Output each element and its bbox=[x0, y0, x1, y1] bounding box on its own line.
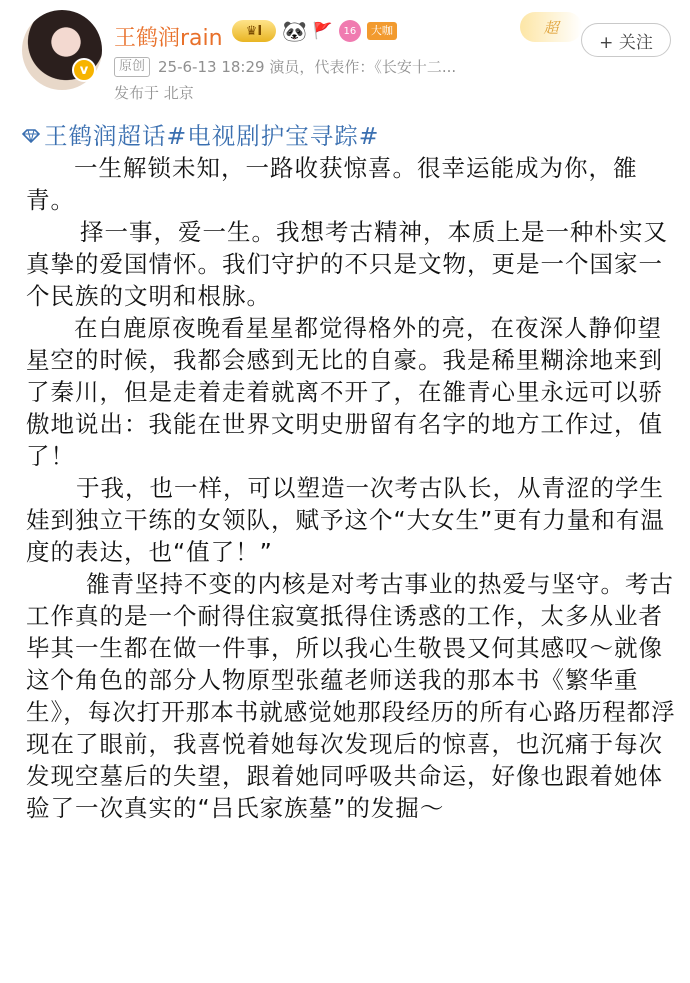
big-influencer-badge[interactable]: 大咖 bbox=[367, 22, 397, 40]
post-header bbox=[0, 0, 690, 112]
post-paragraph: 择一事，爱一生。我想考古精神，本质上是一种朴实又真挚的爱国情怀。我们守护的不只是文物，更是一个国家一个民族的文明和根脉。 bbox=[26, 218, 668, 310]
level-icon[interactable]: 16 bbox=[339, 20, 361, 42]
post-paragraph: 在白鹿原夜晚看星星都觉得格外的亮，在夜深人静仰望星空的时候，我都会感到无比的自豪。我是稀里糊涂地来到了秦川，但是走着走着就离不开了，在雒青心里永远可以骄傲地说出：我能在世界文明史册留有名字的地方工作过，值了！ bbox=[26, 314, 663, 470]
verified-icon: v bbox=[72, 58, 96, 82]
topic-text[interactable]: 王鹤润超话#电视剧护宝寻踪# bbox=[44, 122, 380, 150]
meta-text[interactable]: 25-6-13 18:29 演员，代表作：《长安十二... bbox=[158, 58, 457, 76]
follow-button[interactable]: + 关注 bbox=[581, 23, 671, 57]
post-paragraph: 雒青坚持不变的内核是对考古事业的热爱与坚守。考古工作真的是一个耐得住寂寞抵得住诱惑的工作，太多从业者毕其一生都在做一件事，所以我心生敬畏又何其感叹～就像这个角色的部分人物原型张蕴老师送我的那本书《繁华重生》，每次打开那本书就感觉她那段经历的所有心路历程都浮现在了眼前，我喜悦着她每次发现后的惊喜，也沉痛于每次发现空墓后的失望，跟着她同呼吸共命运，好像也跟着她体验了一次真实的“吕氏家族墓”的发掘～ bbox=[26, 570, 676, 822]
panda-icon[interactable]: 🐼 bbox=[282, 19, 307, 43]
post-body bbox=[26, 120, 678, 824]
super-topic-diamond-icon bbox=[22, 129, 40, 143]
super-topic-badge[interactable]: 超 bbox=[520, 12, 582, 42]
post-paragraph: 一生解锁未知，一路收获惊喜。很幸运能成为你，雒青。 bbox=[26, 154, 638, 214]
post-paragraph: 于我，也一样，可以塑造一次考古队长，从青涩的学生娃到独立干练的女领队，赋予这个“大女生”更有力量和有温度的表达，也“值了！” bbox=[26, 474, 665, 566]
post-location: 发布于 北京 bbox=[114, 84, 194, 102]
crown-level-badge-icon[interactable]: ♛ I bbox=[232, 20, 276, 42]
post-meta bbox=[114, 56, 456, 77]
user-badges bbox=[232, 20, 397, 42]
red-ribbon-icon[interactable]: 🚩 bbox=[312, 21, 333, 40]
username[interactable]: 王鹤润rain bbox=[114, 26, 223, 51]
original-label: 原创 bbox=[114, 57, 150, 77]
topic-link[interactable] bbox=[22, 120, 678, 152]
